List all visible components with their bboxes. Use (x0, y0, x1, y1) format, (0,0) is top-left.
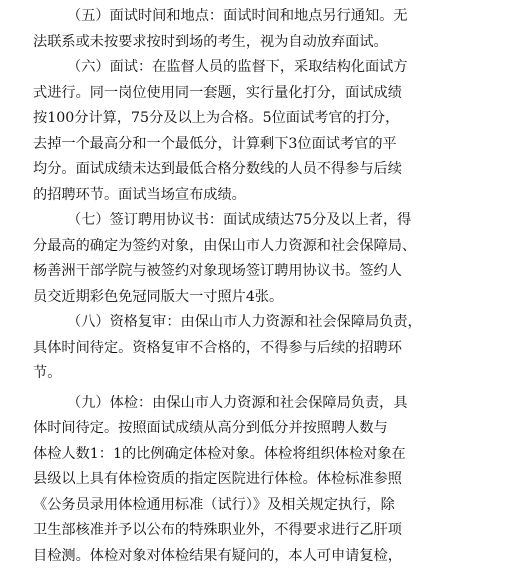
text-line: 的招聘环节。面试当场宣布成绩。 (33, 183, 503, 209)
text-line: 目检测。体检对象对体检结果有疑问的，本人可申请复检， (33, 544, 503, 569)
text-line: 县级以上具有体检资质的指定医院进行体检。体检标准参照 (33, 467, 503, 493)
text-line: 体时间待定。按照面试成绩从高分到低分并按照聘人数与 (33, 416, 503, 442)
text-line: 员交近期彩色免冠同版大一寸照片4张。 (33, 285, 503, 311)
text-line: （八）资格复审：由保山市人力资源和社会保障局负责， (33, 310, 503, 336)
text-line: 节。 (33, 361, 503, 387)
text-line: （九）体检：由保山市人力资源和社会保障局负责，具 (33, 391, 503, 417)
text-line: 去掉一个最高分和一个最低分，计算剩下3位面试考官的平 (33, 132, 503, 158)
paragraph-physical-exam (33, 391, 503, 569)
text-line: 均分。面试成绩未达到最低合格分数线的人员不得参与后续 (33, 157, 503, 183)
text-line: 《公务员录用体检通用标准（试行）》及相关规定执行，除 (33, 493, 503, 519)
text-line: （五）面试时间和地点：面试时间和地点另行通知。无 (33, 4, 503, 30)
text-line: （六）面试：在监督人员的监督下，采取结构化面试方 (33, 55, 503, 81)
text-line: 具体时间待定。资格复审不合格的，不得参与后续的招聘环 (33, 336, 503, 362)
text-line: （七）签订聘用协议书：面试成绩达75分及以上者，得 (33, 208, 503, 234)
paragraph-contract (33, 208, 503, 310)
paragraph-interview-time (33, 4, 503, 55)
text-line: 式进行。同一岗位使用同一套题，实行量化打分，面试成绩 (33, 81, 503, 107)
text-line: 卫生部核准并予以公布的特殊职业外，不得要求进行乙肝项 (33, 518, 503, 544)
paragraph-qualification-review (33, 310, 503, 387)
text-line: 体检人数1：1的比例确定体检对象。体检将组织体检对象在 (33, 442, 503, 468)
text-line: 按100分计算，75分及以上为合格。5位面试考官的打分， (33, 106, 503, 132)
text-line: 分最高的确定为签约对象，由保山市人力资源和社会保障局、 (33, 234, 503, 260)
paragraph-interview (33, 55, 503, 208)
text-line: 法联系或未按要求按时到场的考生，视为自动放弃面试。 (33, 30, 503, 56)
text-line: 杨善洲干部学院与被签约对象现场签订聘用协议书。签约人 (33, 259, 503, 285)
